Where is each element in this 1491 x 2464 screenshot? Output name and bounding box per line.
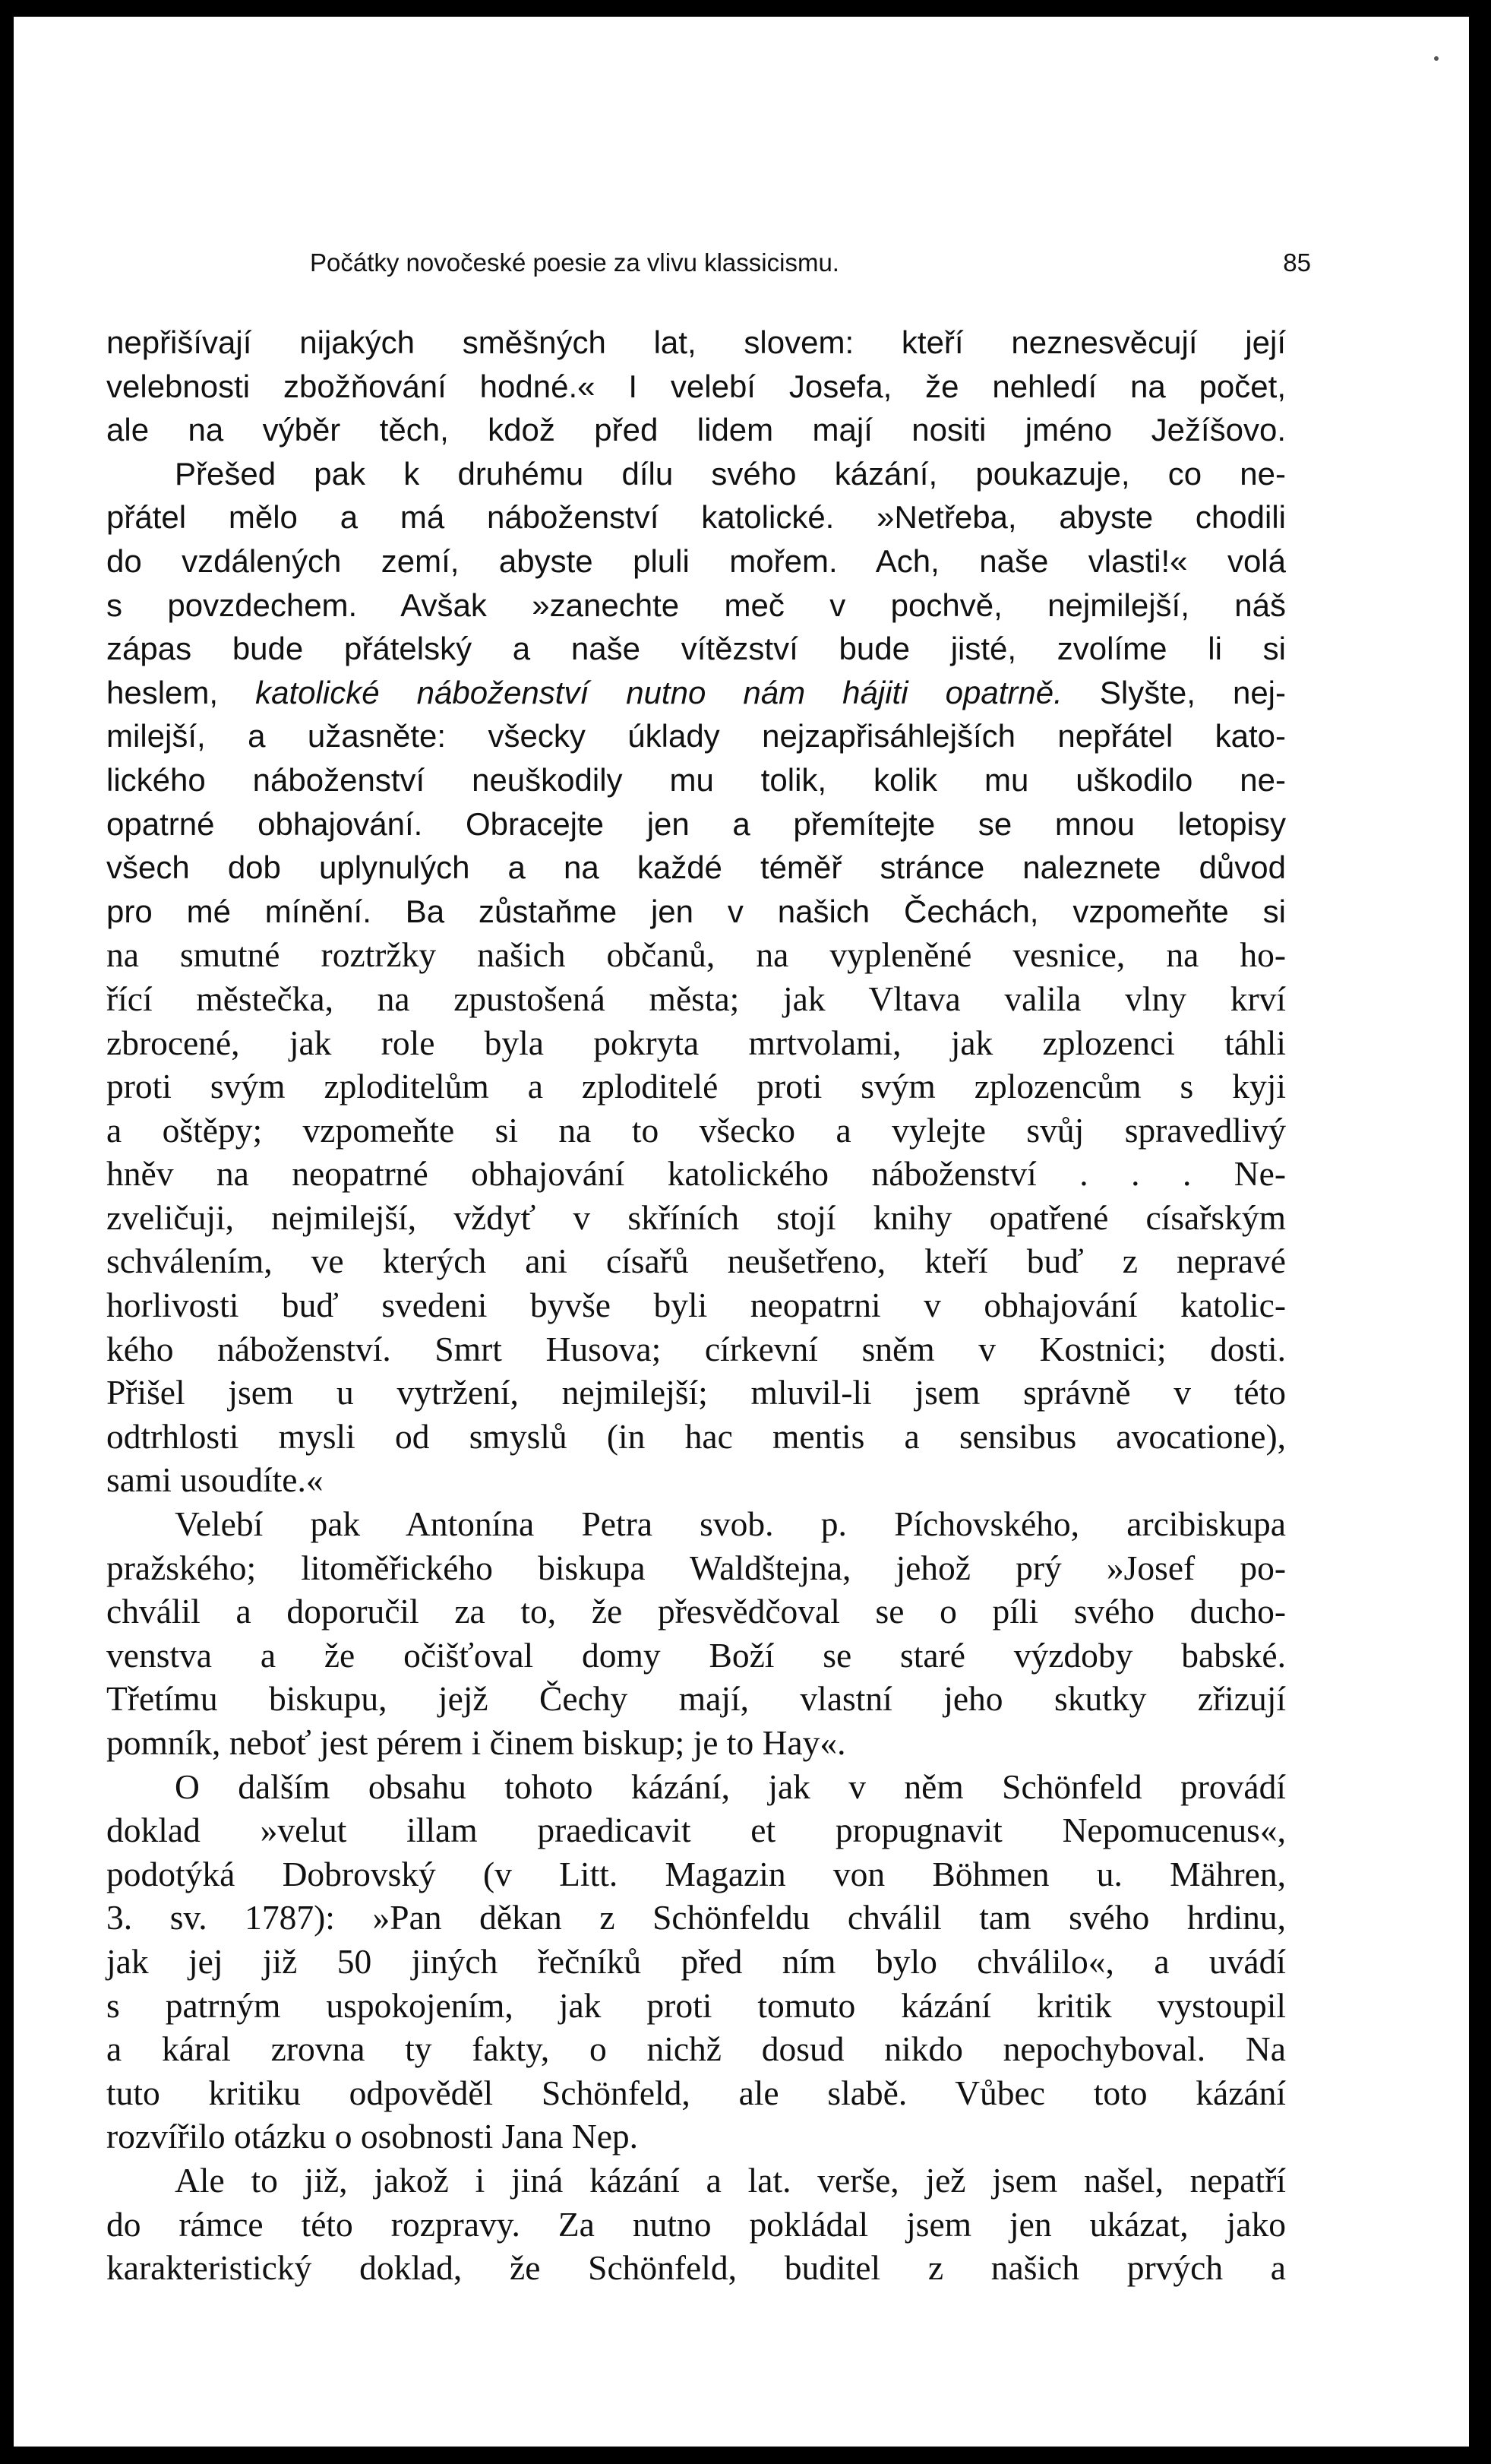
text-run: heslem, — [106, 674, 256, 710]
page-number: 85 — [1283, 248, 1311, 277]
text-line: karakteristický doklad, že Schönfeld, buditel z našich prvých a — [106, 2248, 1286, 2288]
text-line: proti svým zploditelům a zploditelé proti svým zplozencům s kyji — [106, 1067, 1286, 1106]
text-line: Třetímu biskupu, jejž Čechy mají, vlastní jeho skutky zřizují — [106, 1679, 1286, 1719]
text-line: Přešed pak k druhému dílu svého kázání, poukazuje, co ne- — [175, 455, 1286, 492]
text-line — [106, 671, 1286, 715]
text-line: 3. sv. 1787): »Pan děkan z Schönfeldu chválil tam svého hrdinu, — [106, 1898, 1286, 1937]
text-line: Přišel jsem u vytržení, nejmilejší; mluvil-li jsem správně v této — [106, 1373, 1286, 1412]
scan-speck — [1434, 56, 1439, 61]
text-line: podotýká Dobrovský (v Litt. Magazin von Böhmen u. Mähren, — [106, 1854, 1286, 1893]
text-run: Slyšte, nej- — [1062, 674, 1287, 710]
text-line: pražského; litoměřického biskupa Waldštejna, jehož prý »Josef po- — [106, 1548, 1286, 1587]
text-line: odtrhlosti mysli od smyslů (in hac mentis a sensibus avocatione), — [106, 1416, 1286, 1456]
text-line: přátel mělo a má náboženství katolické. »Netřeba, abyste chodili — [106, 499, 1286, 536]
text-line: schválením, ve kterých ani císařů neušetřeno, kteří buď z nepravé — [106, 1241, 1286, 1281]
text-line: Ale to již, jakož i jiná kázání a lat. verše, jež jsem našel, nepatří — [175, 2160, 1286, 2200]
text-line: venstva a že očišťoval domy Boží se staré výzdoby babské. — [106, 1635, 1286, 1675]
text-line: všech dob uplynulých a na každé téměř stránce naleznete důvod — [106, 849, 1286, 886]
text-line: chválil a doporučil za to, že přesvědčoval se o píli svého ducho- — [106, 1592, 1286, 1631]
text-line: pomník, neboť jest pérem i činem biskup; je to Hay«. — [106, 1723, 846, 1762]
text-line: rozvířilo otázku o osobnosti Jana Nep. — [106, 2117, 639, 2156]
text-line: opatrné obhajování. Obracejte jen a přemítejte se mnou letopisy — [106, 805, 1286, 842]
text-line: a oštěpy; vzpomeňte si na to všecko a vylejte svůj spravedlivý — [106, 1110, 1286, 1150]
text-line: nepřišívají nijakých směšných lat, slovem: kteří neznesvěcují její — [106, 324, 1286, 360]
text-line: hněv na neopatrné obhajování katolického náboženství . . . Ne- — [106, 1154, 1286, 1194]
text-line: milejší, a užasněte: všecky úklady nejzapřisáhlejších nepřátel kato- — [106, 718, 1286, 754]
text-line: na smutné roztržky našich občanů, na vypleněné vesnice, na ho- — [106, 935, 1286, 975]
text-line: zápas bude přátelský a naše vítězství bude jisté, zvolíme li si — [106, 631, 1286, 667]
text-line: doklad »velut illam praedicavit et propugnavit Nepomucenus«, — [106, 1811, 1286, 1850]
text-line: sami usoudíte.« — [106, 1460, 324, 1500]
text-line: s patrným uspokojením, jak proti tomuto kázání kritik vystoupil — [106, 1985, 1286, 2025]
book-page — [14, 17, 1469, 2447]
text-line: Velebí pak Antonína Petra svob. p. Píchovského, arcibiskupa — [175, 1504, 1286, 1544]
text-line: pro mé mínění. Ba zůstaňme jen v našich Čechách, vzpomeňte si — [106, 893, 1286, 929]
text-line: O dalším obsahu tohoto kázání, jak v něm Schönfeld provádí — [175, 1767, 1286, 1806]
text-line: do vzdálených zemí, abyste pluli mořem. Ach, naše vlasti!« volá — [106, 542, 1286, 579]
text-line: s povzdechem. Avšak »zanechte meč v pochvě, nejmilejší, náš — [106, 587, 1286, 623]
italic-emphasis: katolické náboženství nutno nám hájiti opatrně. — [255, 674, 1063, 710]
text-line: řící městečka, na zpustošená města; jak Vltava valila vlny krví — [106, 979, 1286, 1018]
text-line: velebnosti zbožňování hodné.« I velebí Josefa, že nehledí na počet, — [106, 368, 1286, 404]
running-title: Počátky novočeské poesie za vlivu klassicismu. — [310, 248, 839, 277]
body-text — [106, 321, 1286, 2290]
text-line: ale na výběr těch, kdož před lidem mají nositi jméno Ježíšovo. — [106, 412, 1286, 448]
text-line: kého náboženství. Smrt Husova; církevní sněm v Kostnici; dosti. — [106, 1329, 1286, 1368]
text-line: do rámce této rozpravy. Za nutno pokládal jsem jen ukázat, jako — [106, 2204, 1286, 2244]
text-line: tuto kritiku odpověděl Schönfeld, ale slabě. Vůbec toto kázání — [106, 2073, 1286, 2112]
text-line: zbrocené, jak role byla pokryta mrtvolami, jak zplozenci táhli — [106, 1023, 1286, 1062]
text-line: zveličuji, nejmilejší, vždyť v skříních stojí knihy opatřené císařským — [106, 1197, 1286, 1237]
text-line: horlivosti buď svedeni byvše byli neopatrni v obhajování katolic- — [106, 1286, 1286, 1325]
text-line: lického náboženství neuškodily mu tolik, kolik mu uškodilo ne- — [106, 761, 1286, 798]
text-line: a káral zrovna ty fakty, o nichž dosud nikdo nepochyboval. Na — [106, 2029, 1286, 2069]
text-line: jak jej již 50 jiných řečníků před ním bylo chválilo«, a uvádí — [106, 1941, 1286, 1981]
running-head — [310, 248, 1311, 294]
